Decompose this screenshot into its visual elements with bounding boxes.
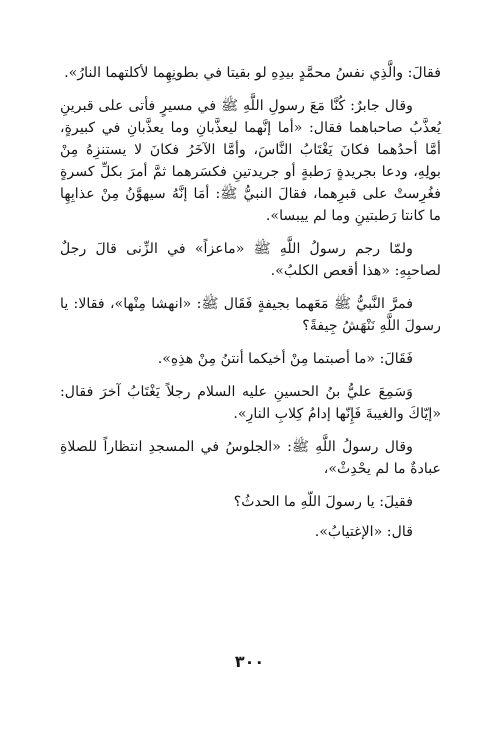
paragraph-5: فَقَالَ: «ما أصبتما مِنْ أخيكما أنتنُ مِنْ هذِهِ». [157, 351, 413, 367]
paragraph-6: وَسَمِعَ عليُّ بنُ الحسينِ عليه السلام رجلاً يَغْتَابُ آخرَ فقال: «إيّاكَ والغيبةَ فَإِنّها إدامُ كِلابِ النارِ». [60, 384, 441, 422]
paragraph-4: فمرَّ النَّبيُّ ﷺ مَعَهما بجيفةٍ فَقَال ﷺ: «انهشا مِنْها»، فقالا: يا رسولَ اللَّهِ نَنْهَشُ جِيفةً؟ [60, 296, 441, 334]
page-number: ٣٠٠ [234, 652, 265, 671]
paragraph-2: وقال جابرٌ: كُنَّا مَعَ رسولِ اللَّهِ ﷺ في مسيرٍ فأتى على قبرينِ يُعذَّبُ صاحباهما فقال: «أما إنَّهما ليعذَّبانِ وما يعذَّبانِ في كبيرةٍ، أمَّا أحدُهما فكانَ يَغْتَابُ النَّاسَ، وأمَّا الآخَرُ فكانَ لا يستنزِهُ مِنْ بولِهِ، ودعا بجريدةٍ رَطبةٍ أو جريدتينِ فكسَرهما ثمَّ أمرَ بكلِّ كسرةٍ فغُرِستْ على قبرِهما، فقالَ النبيُّ ﷺ: أمَا إنَّهُ سيهوَّنُ مِنْ عذابِهِا ما كانتا رَطبتينِ وما لم ييبسا». [60, 98, 441, 224]
paragraph-9: قال: «الإغتيابُ». [314, 524, 413, 540]
paragraph-8: فقيلَ: يا رسولَ اللّهِ ما الحدثُ؟ [233, 494, 413, 510]
page-body [60, 62, 441, 554]
paragraph-1: فقالَ: والَّذِي نفسُ محمَّدٍ بيدِهِ لو بقيتا في بطونِهِما لأكلتهما النارُ». [64, 65, 441, 81]
paragraph-3: ولمّا رجم رسولُ اللَّهِ ﷺ «ماعزاً» في الزِّنى قالَ رجلٌ لصاحبِهِ: «هذا أقعص الكلبُ». [60, 241, 441, 279]
paragraph-7: وقال رسولُ اللَّهِ ﷺ: «الجلوسُ في المسجدِ انتظاراً للصلاةِ عبادةٌ ما لم يحْدِثْ»، [60, 439, 441, 477]
